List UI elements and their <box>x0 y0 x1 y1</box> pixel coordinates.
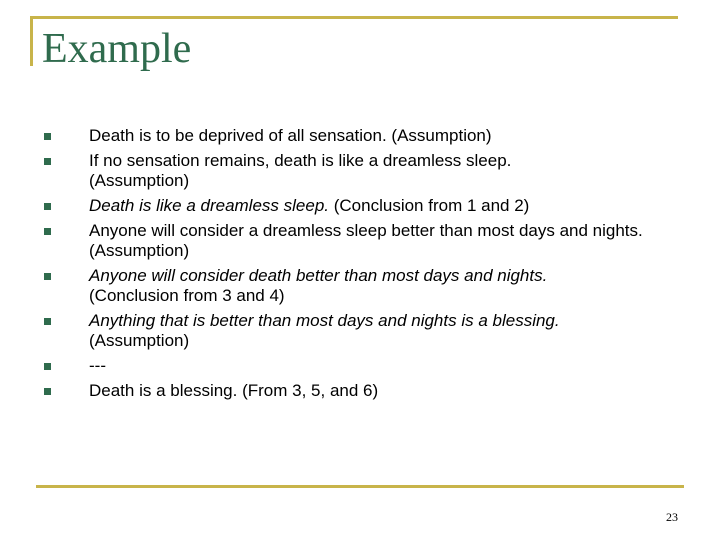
square-bullet-icon <box>44 228 51 235</box>
list-item <box>44 221 684 261</box>
list-item <box>44 356 684 376</box>
square-bullet-icon <box>44 318 51 325</box>
bullet-text: Anyone will consider a dreamless sleep better than most days and nights. <box>89 221 643 240</box>
bullet-note: (From 3, 5, and 6) <box>237 381 379 400</box>
square-bullet-icon <box>44 273 51 280</box>
bullet-text: If no sensation remains, death is like a dreamless sleep. <box>89 151 512 170</box>
bullet-note: (Assumption) <box>89 331 190 350</box>
square-bullet-icon <box>44 158 51 165</box>
bullet-list <box>44 126 684 406</box>
bullet-note: (Assumption) <box>89 171 190 190</box>
bullet-text: Death is like a dreamless sleep. <box>89 196 330 215</box>
bullet-note: (Conclusion from 1 and 2) <box>329 196 530 215</box>
page-number: 23 <box>666 510 678 524</box>
list-item <box>44 151 684 191</box>
list-item <box>44 311 684 351</box>
bullet-text: --- <box>89 356 106 375</box>
square-bullet-icon <box>44 203 51 210</box>
bullet-note: (Assumption) <box>89 241 190 260</box>
list-item <box>44 381 684 401</box>
bullet-note: (Conclusion from 3 and 4) <box>89 286 285 305</box>
square-bullet-icon <box>44 363 51 370</box>
bullet-note: (Assumption) <box>386 126 492 145</box>
bullet-text: Death is to be deprived of all sensation. <box>89 126 387 145</box>
square-bullet-icon <box>44 388 51 395</box>
square-bullet-icon <box>44 133 51 140</box>
slide-title: Example <box>42 26 192 72</box>
list-item <box>44 126 684 146</box>
list-item <box>44 196 684 216</box>
list-item <box>44 266 684 306</box>
bullet-text: Anything that is better than most days and nights is a blessing. <box>89 311 560 330</box>
bullet-text: Death is a blessing. <box>89 381 238 400</box>
left-border-line <box>30 16 33 66</box>
bullet-text: Anyone will consider death better than most days and nights. <box>89 266 548 285</box>
footer-border-line <box>36 485 684 488</box>
top-border-line <box>30 16 678 19</box>
